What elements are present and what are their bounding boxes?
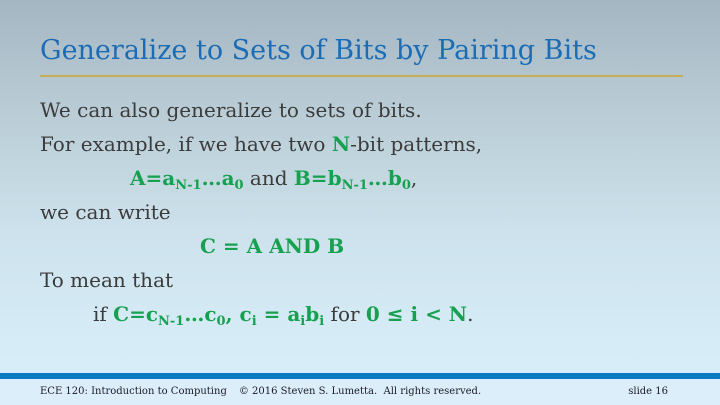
text-segment: N: [331, 132, 351, 156]
title-underline: [40, 75, 683, 77]
body-line: [40, 127, 700, 161]
text-segment: if: [93, 302, 114, 326]
text-segment: …b: [367, 166, 402, 190]
text-segment: i: [319, 314, 325, 329]
text-segment: …c: [184, 302, 217, 326]
text-segment: i: [300, 314, 306, 329]
body-text: [40, 93, 700, 331]
text-segment: N-1: [175, 178, 202, 193]
text-segment: for: [324, 302, 366, 326]
text-segment: i: [251, 314, 257, 329]
text-segment: we can write: [40, 200, 171, 224]
body-line: [40, 161, 700, 195]
text-segment: 0: [234, 178, 244, 193]
text-segment: ,: [410, 166, 418, 190]
body-line: [40, 195, 700, 229]
text-segment: C=c: [113, 302, 159, 326]
text-segment: -bit patterns,: [350, 132, 483, 156]
text-segment: 0: [216, 314, 226, 329]
footer-copyright: © 2016 Steven S. Lumetta. All rights reserved.: [238, 386, 482, 397]
text-segment: N-1: [341, 178, 368, 193]
text-segment: B=b: [293, 166, 342, 190]
text-segment: = a: [256, 302, 301, 326]
text-segment: We can also generalize to sets of bits.: [40, 98, 422, 122]
body-line: [40, 229, 700, 263]
text-segment: N-1: [158, 314, 185, 329]
footer-slide-number: slide 16: [628, 386, 668, 397]
text-segment: A=a: [130, 166, 176, 190]
slide-title: Generalize to Sets of Bits by Pairing Bits: [40, 35, 597, 66]
text-segment: To mean that: [40, 268, 174, 292]
text-segment: , c: [225, 302, 252, 326]
text-segment: 0: [401, 178, 411, 193]
body-line: [40, 93, 700, 127]
text-segment: C = A AND B: [200, 234, 345, 258]
footer-course-label: ECE 120: Introduction to Computing: [40, 386, 227, 397]
text-segment: and: [243, 166, 294, 190]
text-segment: For example, if we have two: [40, 132, 332, 156]
body-line: [40, 263, 700, 297]
footer: [0, 379, 720, 405]
text-segment: .: [467, 302, 474, 326]
text-segment: b: [305, 302, 320, 326]
text-segment: …a: [201, 166, 235, 190]
body-line: [40, 297, 700, 331]
text-segment: 0 ≤ i < N: [365, 302, 468, 326]
